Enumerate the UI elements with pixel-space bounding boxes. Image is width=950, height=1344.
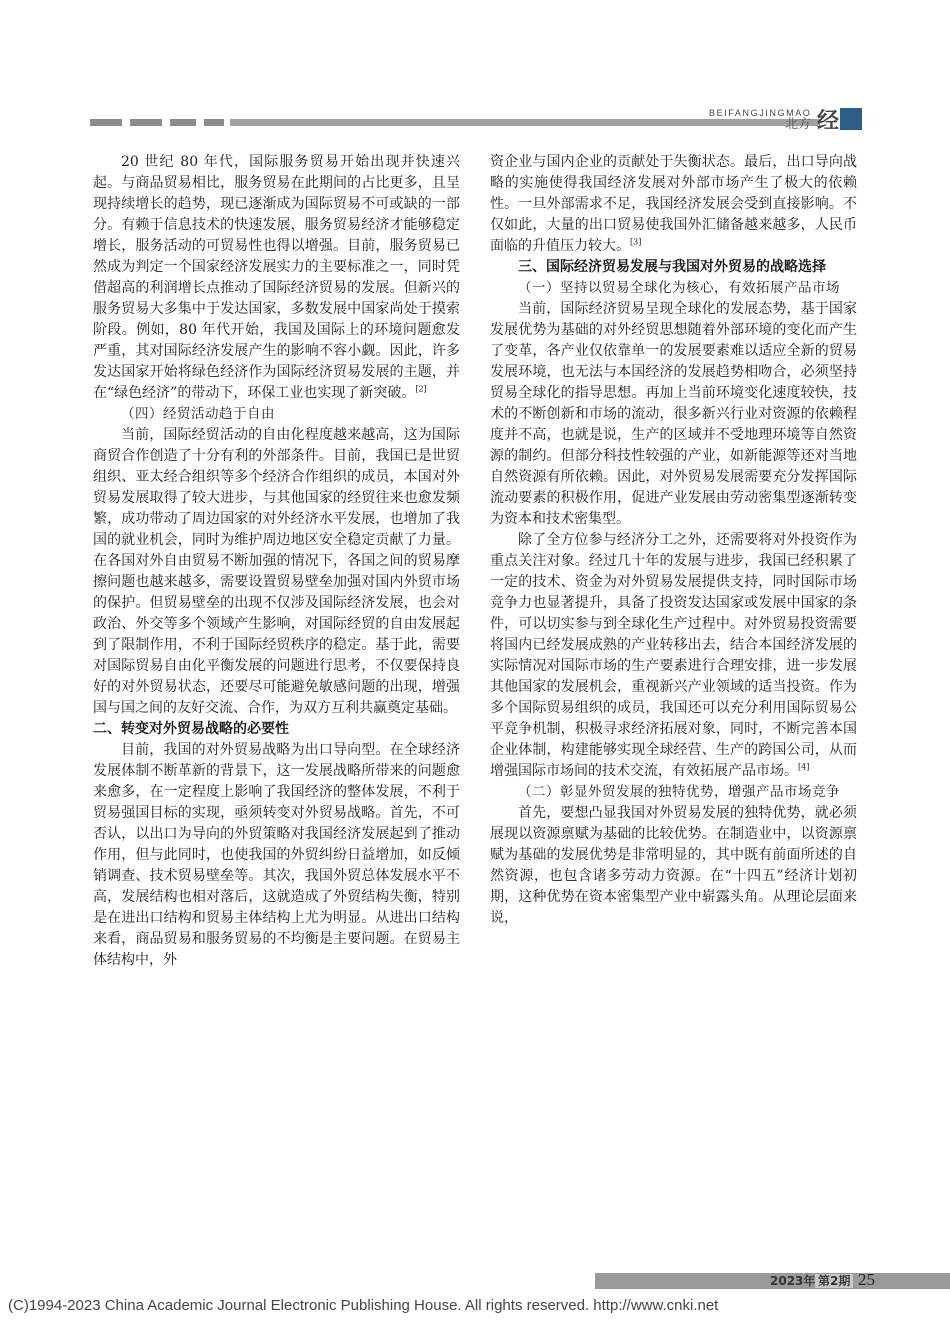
subheading-two: （二）彰显外贸发展的独特优势，增强产品市场竞争 <box>518 784 840 800</box>
paragraph: 当前，国际经贸活动的自由化程度越来越高，这为国际商贸合作创造了十分有利的外部条件。目前，我国已是世贸组织、亚太经合组织等多个经济合作组织的成员，本国对外贸易发展取得了较大进步，与其他国家的经贸往来也愈发频繁，成功带动了周边国家的对外经济水平发展，也增加了我国的就业机会，同时为维护周边地区安全稳定贡献了力量。在各国对外自由贸易不断加强的情况下，各国之间的贸易摩擦问题也越来越多，需要设置贸易壁垒加强对国内外贸市场的保护。但贸易壁垒的出现不仅涉及国际经济发展，也会对政治、外交等多个领域产生影响，对国际经贸的自由发展起到了限制作用，不利于国际经贸秩序的稳定。基于此，需要对国际贸易自由化平衡发展的问题进行思考，不仅要保持良好的对外贸易状态，还要尽可能避免敏感问题的出现，增强国与国之间的友好交流、合作，为双方互利共赢奠定基础。 <box>93 427 460 716</box>
journal-name-cn: 北方 <box>785 117 812 132</box>
page-number: 25 <box>858 1270 875 1289</box>
header-stripes <box>90 119 838 126</box>
journal-logo: 经 <box>817 109 839 134</box>
subheading-one: （一）坚持以贸易全球化为核心，有效拓展产品市场 <box>518 280 840 296</box>
citation-ref: [3] <box>630 237 642 247</box>
paragraph: 20 世纪 80 年代，国际服务贸易开始出现并快速兴起。与商品贸易相比，服务贸易在此期间的占比更多，且呈现持续增长的趋势，现已逐渐成为国际贸易不可或缺的一部分。有赖于信息技术的快速发展，服务贸易经济才能够稳定增长，服务活动的可贸易性也得以增强。目前，服务贸易已然成为判定一个国家经济发展实力的主要标准之一，同时凭借超高的利润增长点推动了国际经济贸易的发展。但新兴的服务贸易大多集中于发达国家，多数发展中国家尚处于摸索阶段。例如，80 年代开始，我国及国际上的环境问题愈发严重，其对国际经济发展产生的影响不容小觑。因此，许多发达国家开始将绿色经济作为国际经济贸易发展的主题，并在“绿色经济”的带动下，环保工业也实现了新突破。[2] <box>93 154 460 401</box>
issue-year: 2023年 <box>770 1274 816 1288</box>
section-heading-two: 二、转变对外贸易战略的必要性 <box>93 721 289 737</box>
paragraph: 首先，要想凸显我国对外贸易发展的独特优势，就必须展现以资源禀赋为基础的比较优势。在制造业中，以资源禀赋为基础的发展优势是非常明显的，其中既有前面所述的自然资源，也包含诸多劳动力资源。在“十四五”经济计划初期，这种优势在资本密集型产业中崭露头角。从理论层面来说， <box>490 805 857 926</box>
right-column <box>490 152 857 929</box>
subheading-four: （四）经贸活动趋于自由 <box>121 406 275 422</box>
citation-ref: [4] <box>798 762 810 772</box>
paragraph: 资企业与国内企业的贡献处于失衡状态。最后，出口导向战略的实施使得我国经济发展对外部市场产生了极大的依赖性。一旦外部需求不足，我国经济发展会受到直接影响。不仅如此，大量的出口贸易使我国外汇储备越来越多，人民币面临的升值压力较大。[3] <box>490 154 857 254</box>
paragraph: 除了全方位参与经济分工之外，还需要将对外投资作为重点关注对象。经过几十年的发展与进步，我国已经积累了一定的技术、资金为对外贸易发展提供支持，同时国际市场竞争力也显著提升，具备了投资发达国家或发展中国家的条件，可以切实参与到全球化生产过程中。对外贸易投资需要将国内已经发展成熟的产业转移出去，结合本国经济发展的实际情况对国际市场的生产要素进行合理安排，进一步发展其他国家的发展机会，重视新兴产业领域的适当投资。作为多个国际贸易组织的成员，我国还可以充分利用国际贸易公平竞争机制，积极寻求经济拓展对象，同时，不断完善本国企业体制，构建能够实现全球经营、生产的跨国公司，从而增强国际市场间的技术交流，有效拓展产品市场。[4] <box>490 532 857 779</box>
journal-pinyin: BEIFANGJINGMAO <box>709 108 812 118</box>
left-column <box>93 152 460 971</box>
paragraph: 当前，国际经济贸易呈现全球化的发展态势，基于国家发展优势为基础的对外经贸思想随着外部环境的变化而产生了变革，各产业仅依靠单一的发展要素难以适应全新的贸易发展环境，也无法与本国经济的发展趋势相吻合，必须坚持贸易全球化的指导思想。再加上当前环境变化速度较快，技术的不断创新和市场的流动，很多新兴行业对资源的依赖程度并不高，也就是说，生产的区域并不受地理环境等自然资源的制约。但部分科技性较强的产业，如新能源等还对当地自然资源有所依赖。因此，对外贸易发展需要充分发挥国际流动要素的积极作用，促进产业发展由劳动密集型逐渐转变为资本和技术密集型。 <box>490 301 857 527</box>
issue-number: 第2期 <box>815 1274 853 1288</box>
section-heading-three: 三、国际经济贸易发展与我国对外贸易的战略选择 <box>518 259 826 275</box>
paragraph: 目前，我国的对外贸易战略为出口导向型。在全球经济发展体制不断革新的背景下，这一发展战略所带来的问题愈来愈多，在一定程度上影响了我国经济的整体发展，不利于贸易强国目标的实现，亟须转变对外贸易战略。首先，不可否认，以出口为导向的外贸策略对我国经济发展起到了推动作用，但与此同时，也使我国的外贸纠纷日益增加，如反倾销调查、技术贸易壁垒等。其次，我国外贸总体发展水平不高，发展结构也相对落后，这就造成了外贸结构失衡，特别是在进出口结构和贸易主体结构上尤为明显。从进出口结构来看，商品贸易和服务贸易的不均衡是主要问题。在贸易主体结构中，外 <box>93 742 460 968</box>
citation-ref: [2] <box>415 384 427 394</box>
copyright-notice: (C)1994-2023 China Academic Journal Electronic Publishing House. All rights reserved. http://www.cnki.net <box>8 1297 719 1314</box>
journal-logo-block <box>840 108 862 130</box>
